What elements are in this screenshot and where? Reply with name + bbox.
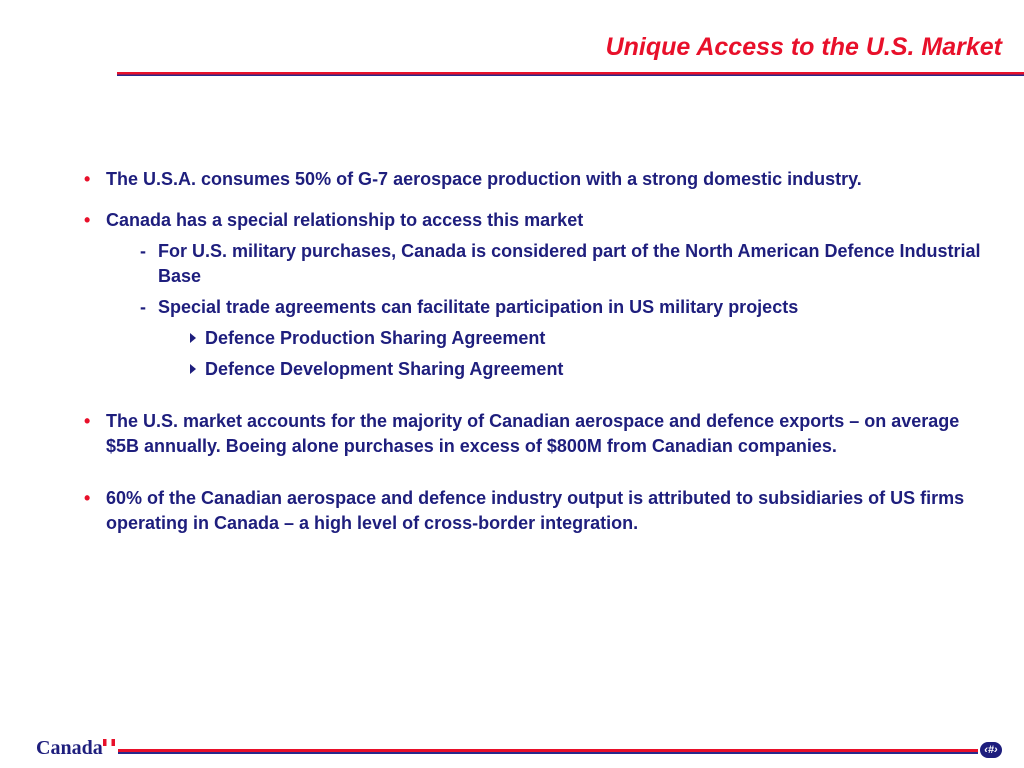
- sub-bullet-text: Special trade agreements can facilitate participation in US military projects: [158, 297, 799, 317]
- bullet-icon: •: [84, 169, 91, 189]
- sub-bullet-text: For U.S. military purchases, Canada is considered part of the North American Defence Industrial Base: [158, 241, 981, 286]
- flag-icon: [103, 739, 115, 746]
- bullet-icon: •: [84, 210, 91, 230]
- title-divider: [117, 72, 1024, 76]
- bullet-text: Canada has a special relationship to access this market: [106, 210, 584, 230]
- bullet-item: [84, 409, 984, 459]
- triangle-bullet-icon: [190, 364, 196, 374]
- bullet-item: [84, 167, 984, 192]
- bullet-icon: •: [84, 488, 91, 508]
- bullet-item: [84, 486, 984, 536]
- slide-title: Unique Access to the U.S. Market: [605, 33, 1002, 61]
- bullet-text: The U.S.A. consumes 50% of G-7 aerospace production with a strong domestic industry.: [106, 169, 862, 189]
- bullet-item: [84, 208, 984, 233]
- bullet-text: 60% of the Canadian aerospace and defence industry output is attributed to subsidiaries of US firms operating in Canada – a high level of cross-border integration.: [106, 488, 965, 533]
- sub-bullet-item: [84, 239, 984, 289]
- sub-bullet-item: [84, 295, 984, 320]
- bullet-text: The U.S. market accounts for the majority of Canadian aerospace and defence exports – on average $5B annually. Boeing alone purchases in excess of $800M from Canadian companies.: [106, 411, 960, 456]
- triangle-bullet-icon: [190, 333, 196, 343]
- footer-divider: [118, 749, 978, 754]
- sub-sub-bullet-item: [84, 326, 984, 351]
- bullet-icon: •: [84, 411, 91, 431]
- slide-content: [84, 167, 984, 536]
- sub-sub-bullet-text: Defence Production Sharing Agreement: [205, 328, 546, 348]
- canada-wordmark-logo: Canada: [36, 737, 103, 759]
- page-number-badge: ‹#›: [980, 742, 1002, 758]
- sub-sub-bullet-text: Defence Development Sharing Agreement: [205, 359, 564, 379]
- dash-icon: -: [140, 241, 146, 261]
- dash-icon: -: [140, 297, 146, 317]
- sub-sub-bullet-item: [84, 357, 984, 382]
